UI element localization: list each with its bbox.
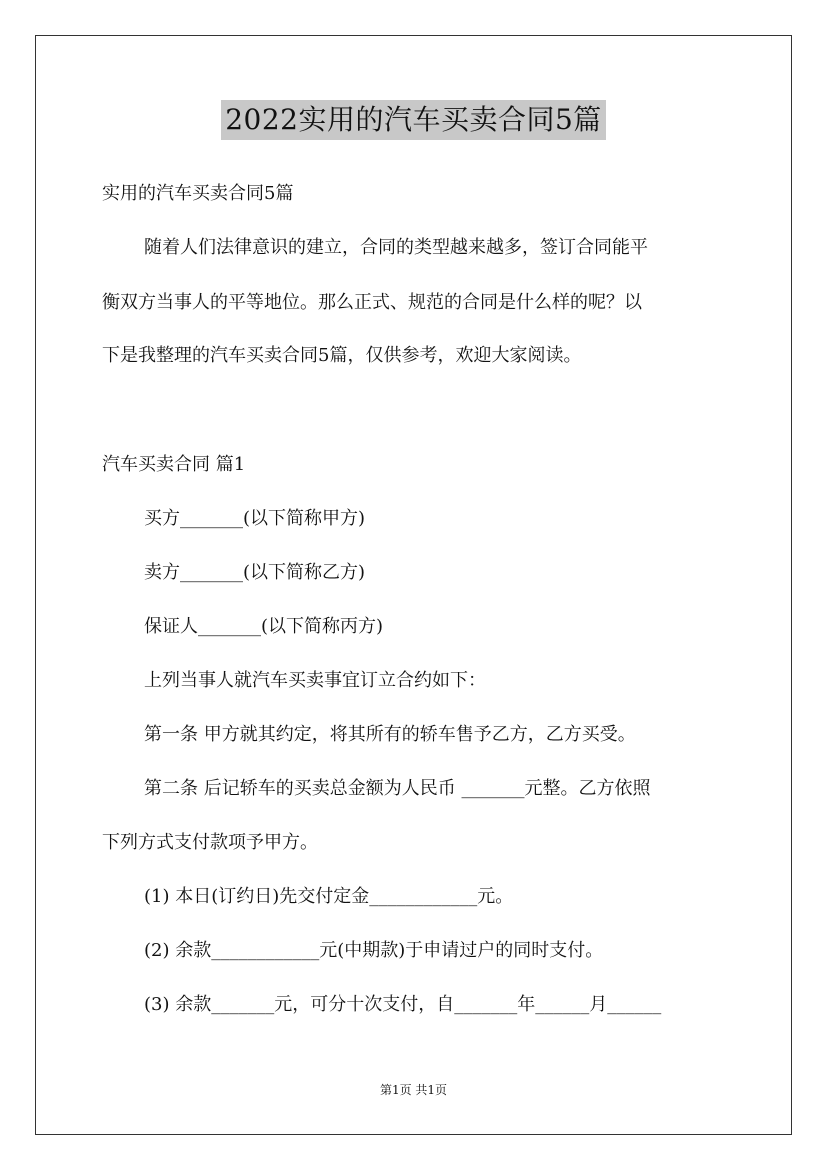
title-container xyxy=(0,100,827,140)
preamble-line: 上列当事人就汽车买卖事宜订立合约如下： xyxy=(144,670,486,691)
seller-line: 卖方_______(以下简称乙方) xyxy=(144,562,366,583)
article-2-line-2: 下列方式支付款项予甲方。 xyxy=(102,832,318,853)
section-heading: 汽车买卖合同 篇1 xyxy=(102,454,246,475)
article-1: 第一条 甲方就其约定，将其所有的轿车售予乙方，乙方买受。 xyxy=(144,724,636,745)
buyer-line: 买方_______(以下简称甲方) xyxy=(144,508,366,529)
payment-item-2: (2) 余款____________元(中期款)于申请过户的同时支付。 xyxy=(144,940,604,961)
payment-item-1: (1) 本日(订约日)先交付定金____________元。 xyxy=(144,886,514,907)
document-title: 2022实用的汽车买卖合同5篇 xyxy=(221,100,606,140)
article-2-line-1: 第二条 后记轿车的买卖总金额为人民币 _______元整。乙方依照 xyxy=(144,778,651,799)
guarantor-line: 保证人_______(以下简称丙方) xyxy=(144,616,384,637)
intro-line-1: 随着人们法律意识的建立，合同的类型越来越多，签订合同能平 xyxy=(144,237,648,258)
intro-line-2: 衡双方当事人的平等地位。那么正式、规范的合同是什么样的呢？以 xyxy=(102,292,642,313)
page-footer: 第1页 共1页 xyxy=(379,1083,448,1097)
document-subtitle: 实用的汽车买卖合同5篇 xyxy=(102,183,294,204)
payment-item-3: (3) 余款_______元，可分十次支付，自_______年______月______ xyxy=(144,994,662,1015)
intro-line-3: 下是我整理的汽车买卖合同5篇，仅供参考，欢迎大家阅读。 xyxy=(102,345,582,366)
